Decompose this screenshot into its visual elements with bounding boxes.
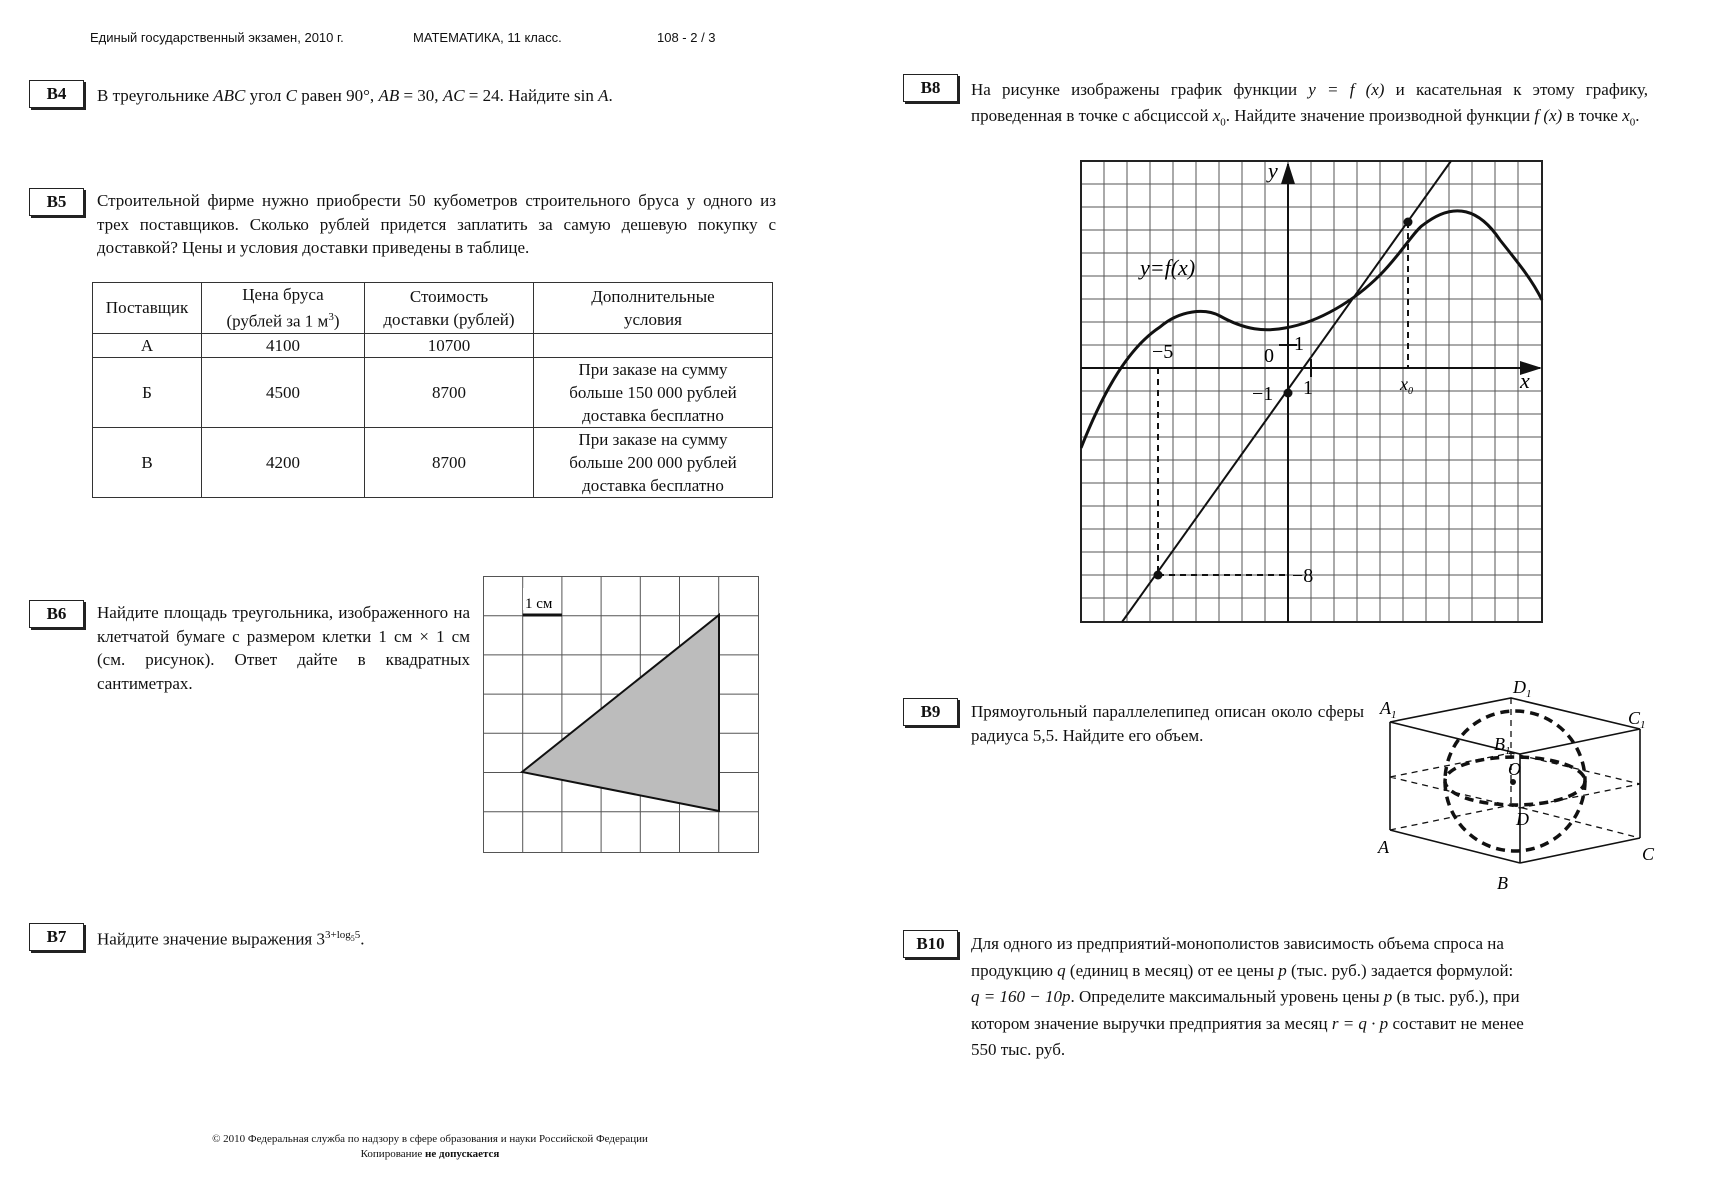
table-cell: При заказе на сумму больше 150 000 рублей доставка бесплатно xyxy=(534,357,773,427)
tangency-point xyxy=(1404,218,1413,227)
point-0-minus1 xyxy=(1284,389,1293,398)
exam-title: Единый государственный экзамен, 2010 г. xyxy=(90,30,344,45)
label-minus5: −5 xyxy=(1152,341,1174,363)
point-minus5-minus8 xyxy=(1154,571,1163,580)
hidden-edge-ad xyxy=(1390,805,1511,830)
label-zero: 0 xyxy=(1264,345,1274,367)
label-o: O xyxy=(1508,759,1521,779)
task-b10-text: Для одного из предприятий-монополистов зависимость объема спроса на продукцию q (единиц в месяц) от ее цены p (тыс. руб.) задается формулой: q = 160 − 10p. Определите максимальный уровень цены p (в тыс. руб.), при котором значение выручки предприятия за месяц r = q · p составит не менее 550 тыс. руб. xyxy=(971,934,1524,1059)
table-cell: 4200 xyxy=(202,427,365,497)
table-header: Стоимость доставки (рублей) xyxy=(365,283,534,334)
task-b8-text: На рисунке изображены график функции y = f (x) и касательная к этому графику, проведенная в точке с абсциссой $x_0$. Найдите значение производной функции f (x) в точке $x_0$. xyxy=(971,80,1648,129)
label-d: D xyxy=(1516,809,1529,829)
edge-ab xyxy=(1390,830,1520,863)
table-cell: 8700 xyxy=(365,427,534,497)
task-b5-text: Строительной фирме нужно приобрести 50 кубометров строительного бруса у одного из трех поставщиков. Сколько рублей придется заплатить за самую дешевую покупку с доставкой? Цены и условия доставки приведены в таблице. xyxy=(97,191,776,257)
table-cell xyxy=(534,333,773,357)
subject-title: МАТЕМАТИКА, 11 класс. xyxy=(413,30,562,45)
page-number: 108 - 2 / 3 xyxy=(657,30,716,45)
table-row xyxy=(93,333,773,357)
parallelepiped-figure xyxy=(1372,675,1672,895)
label-c: C xyxy=(1642,844,1655,864)
x-axis-label: x xyxy=(1520,368,1530,393)
table-cell: 4500 xyxy=(202,357,365,427)
table-row xyxy=(93,357,773,427)
function-label: y=f(x) xyxy=(1140,255,1196,280)
task-tag-b9: B9 xyxy=(903,698,958,726)
table-header: Дополнительные условия xyxy=(534,283,773,334)
table-header: Поставщик xyxy=(93,283,202,334)
label-y-1: 1 xyxy=(1294,333,1304,355)
y-axis-arrow xyxy=(1281,162,1295,184)
table-header-row xyxy=(93,283,773,334)
scale-label: 1 см xyxy=(525,596,553,612)
sphere-center xyxy=(1510,779,1516,785)
table-cell: 4100 xyxy=(202,333,365,357)
label-b: B xyxy=(1497,873,1508,893)
table-row xyxy=(93,427,773,497)
task-b4-text: В треугольнике ABC угол C равен 90°, AB = 30, AC = 24. Найдите sin A. xyxy=(97,86,613,105)
label-c1: $C_1$ xyxy=(1628,708,1646,731)
table-cell: 10700 xyxy=(365,333,534,357)
label-x0: $x_0$ xyxy=(1400,374,1413,397)
table-cell: А xyxy=(93,333,202,357)
function-graph xyxy=(1080,160,1545,625)
label-x-1: 1 xyxy=(1303,377,1313,399)
task-b9-text: Прямоугольный параллелепипед описан около сферы радиуса 5,5. Найдите его объем. xyxy=(971,702,1364,745)
task-tag-b4: B4 xyxy=(29,80,84,108)
supplier-table xyxy=(92,282,773,498)
shaded-triangle xyxy=(522,615,719,811)
label-a: A xyxy=(1378,837,1389,857)
table-header: Цена бруса (рублей за 1 $м^3$) xyxy=(202,283,365,334)
label-d1: $D_1$ xyxy=(1513,677,1532,700)
footer-copy-notice: Копирование не допускается xyxy=(360,1148,500,1160)
y-axis-label: y xyxy=(1268,160,1278,183)
label-b1: $B_1$ xyxy=(1494,734,1511,757)
table-cell: При заказе на сумму больше 200 000 рублей доставка бесплатно xyxy=(534,427,773,497)
task-tag-b8: B8 xyxy=(903,74,958,102)
task-b7-text: Найдите значение выражения $3^{3+log_55}$. xyxy=(97,929,365,949)
label-minus8: −8 xyxy=(1292,565,1314,587)
table-cell: В xyxy=(93,427,202,497)
label-minus1: −1 xyxy=(1252,383,1274,405)
table-cell: Б xyxy=(93,357,202,427)
hidden-edge-dc xyxy=(1511,805,1640,838)
task-b6-text: Найдите площадь треугольника, изображенного на клетчатой бумаге с размером клетки 1 см × 1 см (см. рисунок). Ответ дайте в квадратных сантиметрах. xyxy=(97,603,470,693)
footer xyxy=(160,1132,700,1162)
task-tag-b7: B7 xyxy=(29,923,84,951)
footer-copyright: © 2010 Федеральная служба по надзору в сфере образования и науки Российской Федерации xyxy=(212,1133,648,1145)
task-tag-b6: B6 xyxy=(29,600,84,628)
task-tag-b10: B10 xyxy=(903,930,958,958)
top-face xyxy=(1390,698,1640,754)
task-tag-b5: B5 xyxy=(29,188,84,216)
triangle-grid-figure xyxy=(483,576,759,853)
edge-bc xyxy=(1520,838,1640,863)
label-a1: $A_1$ xyxy=(1380,698,1397,721)
table-cell: 8700 xyxy=(365,357,534,427)
